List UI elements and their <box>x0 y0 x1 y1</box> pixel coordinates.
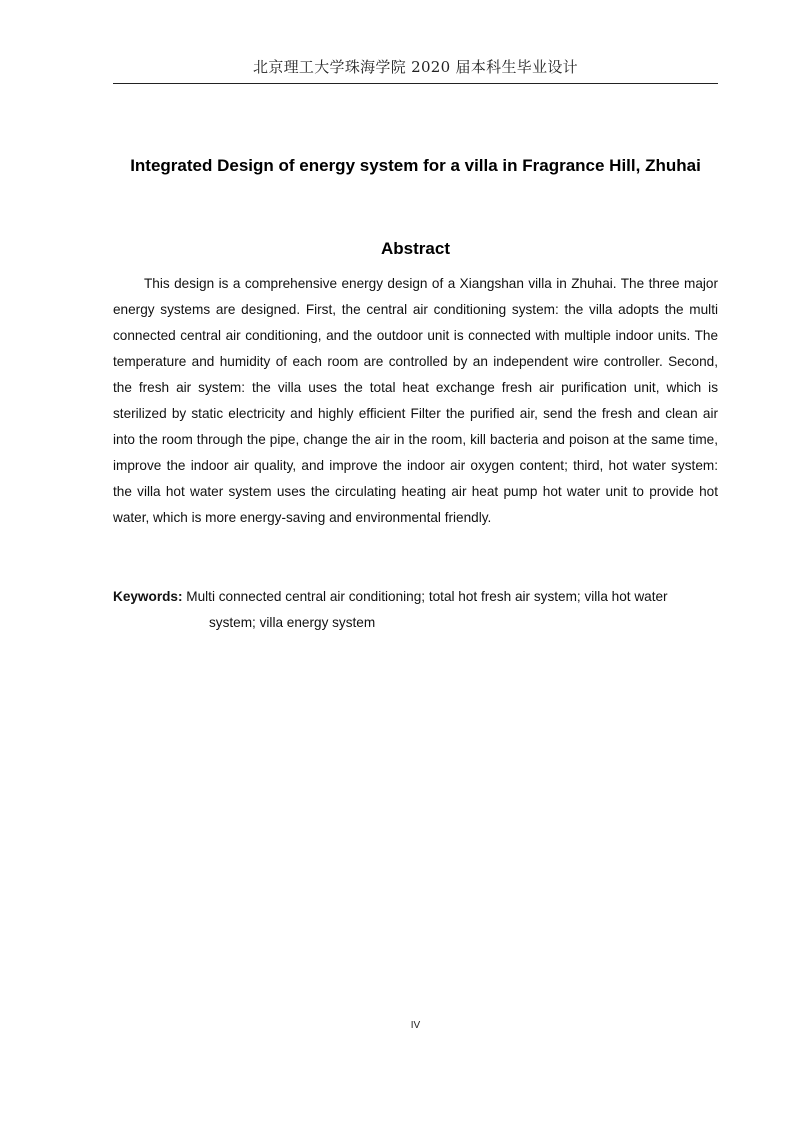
running-header: 北京理工大学珠海学院 2020 届本科生毕业设计 <box>253 58 578 76</box>
keywords-line-2: system; villa energy system <box>209 615 376 630</box>
keywords-line-1: Multi connected central air conditioning; total hot fresh air system; villa hot water <box>186 589 668 604</box>
keywords-label: Keywords: <box>113 589 183 604</box>
keywords-paragraph <box>113 584 718 636</box>
abstract-heading: Abstract <box>381 239 450 258</box>
abstract-body: This design is a comprehensive energy design of a Xiangshan villa in Zhuhai. The three major energy systems are designed. First, the central air conditioning system: the villa adopts the multi connected central air conditioning, and the outdoor unit is connected with multiple indoor units. The temperature and humidity of each room are controlled by an independent wire controller. Second, the fresh air system: the villa uses the total heat exchange fresh air purification unit, which is sterilized by static electricity and highly efficient Filter the purified air, send the fresh and clean air into the room through the pipe, change the air in the room, kill bacteria and poison at the same time, improve the indoor air quality, and improve the indoor air oxygen content; third, hot water system: the villa hot water system uses the circulating heating air heat pump hot water unit to provide hot water, which is more energy-saving and environmental friendly. <box>113 276 718 525</box>
paper-title: Integrated Design of energy system for a villa in Fragrance Hill, Zhuhai <box>130 156 701 175</box>
header-divider <box>113 83 718 84</box>
page-number: IV <box>410 1020 421 1031</box>
